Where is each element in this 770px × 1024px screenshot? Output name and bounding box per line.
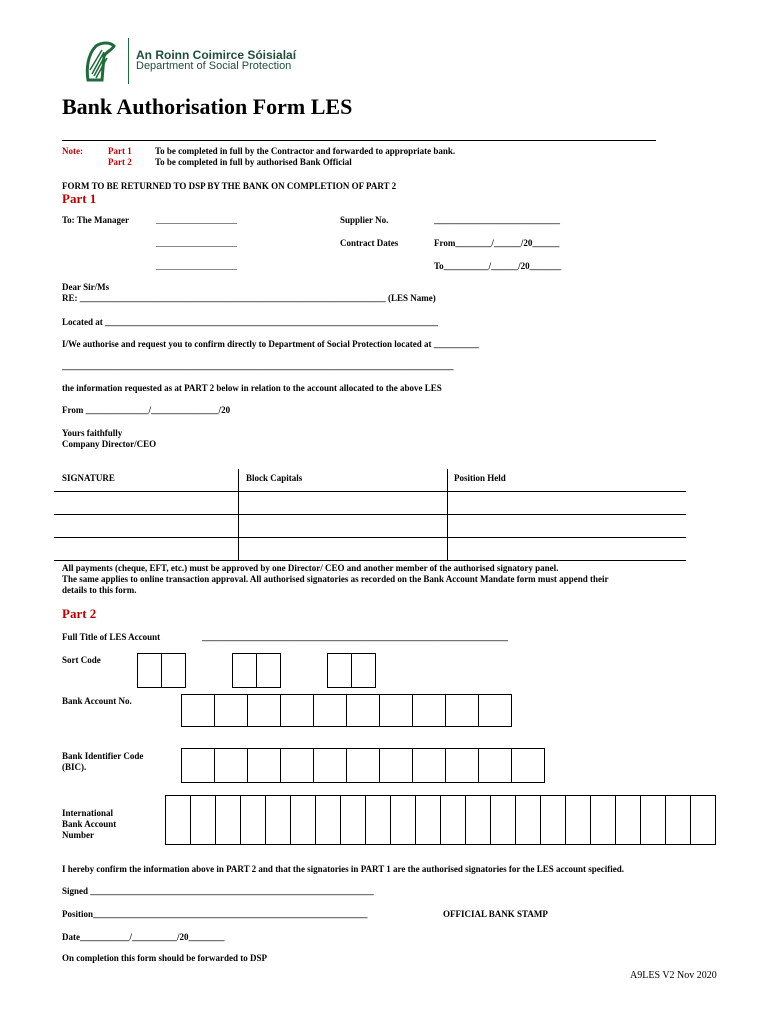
sort-code-digit-box[interactable] <box>232 653 257 688</box>
company-director-label: Company Director/CEO <box>62 439 157 449</box>
sort-code-digit-box[interactable] <box>256 653 281 688</box>
contract-from-field[interactable]: From________/______/20______ <box>434 238 560 248</box>
bic-char-box[interactable] <box>478 748 512 783</box>
bic-char-box[interactable] <box>511 748 545 783</box>
bic-char-box[interactable] <box>181 748 215 783</box>
iban-char-box[interactable] <box>215 795 241 845</box>
sort-code-digit-box[interactable] <box>161 653 186 688</box>
full-title-field[interactable]: ____________________________________________________________________ <box>202 632 508 642</box>
completion-text: On completion this form should be forwarded to DSP <box>62 953 268 963</box>
iban-char-box[interactable] <box>665 795 691 845</box>
sig-col-divider-2 <box>447 469 448 561</box>
account-digit-box[interactable] <box>346 694 380 727</box>
iban-char-box[interactable] <box>640 795 666 845</box>
sort-code-digit-box[interactable] <box>351 653 376 688</box>
bic-label-line1: Bank Identifier Code <box>62 751 144 761</box>
iban-label-line2: Bank Account <box>62 819 117 829</box>
iban-char-box[interactable] <box>265 795 291 845</box>
bic-char-box[interactable] <box>313 748 347 783</box>
supplier-no-label: Supplier No. <box>340 215 389 225</box>
sig-header-block-capitals: Block Capitals <box>246 473 303 483</box>
return-notice: FORM TO BE RETURNED TO DSP BY THE BANK ON COMPLETION OF PART 2 <box>62 181 397 191</box>
bic-char-box[interactable] <box>445 748 479 783</box>
position-field[interactable]: Position_____________________________________________________________ <box>62 909 368 919</box>
note-part1-label: Part 1 <box>108 146 132 156</box>
sig-row-line-1[interactable] <box>54 491 686 492</box>
bic-char-box[interactable] <box>412 748 446 783</box>
address-line-2[interactable]: __________________ <box>156 238 237 248</box>
sig-row-line-4[interactable] <box>54 560 686 561</box>
sig-col-divider-1 <box>238 469 239 561</box>
title-underline <box>62 140 656 141</box>
iban-char-box[interactable] <box>540 795 566 845</box>
page-title: Bank Authorisation Form LES <box>62 94 353 119</box>
yours-faithfully: Yours faithfully <box>62 428 123 438</box>
sig-row-line-2[interactable] <box>54 514 686 515</box>
bic-char-box[interactable] <box>280 748 314 783</box>
part1-heading: Part 1 <box>62 191 97 206</box>
info-requested-text: the information requested as at PART 2 below in relation to the account allocated to the above LES <box>62 383 442 393</box>
account-digit-box[interactable] <box>280 694 314 727</box>
dsp-logo <box>82 40 122 84</box>
iban-char-box[interactable] <box>165 795 191 845</box>
note-label: Note: <box>62 146 83 156</box>
iban-char-box[interactable] <box>615 795 641 845</box>
iban-char-box[interactable] <box>490 795 516 845</box>
bic-label-line2: (BIC). <box>62 762 87 772</box>
logo-divider <box>128 38 129 84</box>
sig-header-position: Position Held <box>454 473 506 483</box>
note-part2-label: Part 2 <box>108 157 132 167</box>
iban-char-box[interactable] <box>515 795 541 845</box>
form-reference: A9LES V2 Nov 2020 <box>630 970 717 981</box>
authorise-text[interactable]: I/We authorise and request you to confirm directly to Department of Social Protection located at __________ <box>62 339 479 349</box>
full-title-label: Full Title of LES Account <box>62 632 161 642</box>
account-digit-box[interactable] <box>313 694 347 727</box>
bic-char-box[interactable] <box>214 748 248 783</box>
iban-char-box[interactable] <box>315 795 341 845</box>
account-digit-box[interactable] <box>478 694 512 727</box>
account-digit-box[interactable] <box>445 694 479 727</box>
bic-char-box[interactable] <box>379 748 413 783</box>
account-digit-box[interactable] <box>247 694 281 727</box>
iban-char-box[interactable] <box>390 795 416 845</box>
contract-to-field[interactable]: To__________/______/20_______ <box>434 261 562 271</box>
dept-english-name: Department of Social Protection <box>136 60 292 72</box>
salutation: Dear Sir/Ms <box>62 282 110 292</box>
sig-row-line-3[interactable] <box>54 537 686 538</box>
iban-char-box[interactable] <box>565 795 591 845</box>
online-note-cont: details to this form. <box>62 585 137 595</box>
re-les-name-field[interactable]: RE: ____________________________________________________________________ (LES Name) <box>62 293 436 303</box>
confirm-text: I hereby confirm the information above in PART 2 and that the signatories in PART 1 are the authorised signatories for the LES account specified. <box>62 864 624 874</box>
bic-char-box[interactable] <box>346 748 380 783</box>
from-date-field[interactable]: From ______________/_______________/20 <box>62 405 231 415</box>
iban-char-box[interactable] <box>590 795 616 845</box>
address-continuation-field[interactable]: _______________________________________________________________________________________ <box>62 361 454 371</box>
payments-note: All payments (cheque, EFT, etc.) must be approved by one Director/ CEO and another member of the authorised signatory panel. <box>62 563 559 573</box>
sig-header-signature: SIGNATURE <box>62 473 115 483</box>
iban-char-box[interactable] <box>290 795 316 845</box>
supplier-no-field[interactable]: ____________________________ <box>434 215 560 225</box>
harp-emblem-icon <box>82 40 122 84</box>
iban-char-box[interactable] <box>690 795 716 845</box>
iban-char-box[interactable] <box>340 795 366 845</box>
sort-code-digit-box[interactable] <box>137 653 162 688</box>
iban-char-box[interactable] <box>190 795 216 845</box>
iban-char-box[interactable] <box>465 795 491 845</box>
signed-field[interactable]: Signed _______________________________________________________________ <box>62 886 374 896</box>
contract-dates-label: Contract Dates <box>340 238 399 248</box>
to-manager-label: To: The Manager <box>62 215 130 225</box>
bank-account-label: Bank Account No. <box>62 696 132 706</box>
iban-label-line3: Number <box>62 830 94 840</box>
sort-code-digit-box[interactable] <box>327 653 352 688</box>
official-bank-stamp-label: OFFICIAL BANK STAMP <box>443 909 548 919</box>
account-digit-box[interactable] <box>214 694 248 727</box>
dept-irish-name: An Roinn Coimirce Sóisialaí <box>136 48 297 62</box>
bic-char-box[interactable] <box>247 748 281 783</box>
iban-label-line1: International <box>62 808 114 818</box>
located-at-field[interactable]: Located at __________________________________________________________________________ <box>62 317 438 327</box>
address-line-1[interactable]: __________________ <box>156 215 237 225</box>
iban-char-box[interactable] <box>415 795 441 845</box>
part2-heading: Part 2 <box>62 606 97 621</box>
iban-char-box[interactable] <box>440 795 466 845</box>
account-digit-box[interactable] <box>412 694 446 727</box>
note-part2-text: To be completed in full by authorised Bank Official <box>155 157 352 167</box>
address-line-3[interactable]: __________________ <box>156 261 237 271</box>
account-digit-box[interactable] <box>379 694 413 727</box>
iban-char-box[interactable] <box>365 795 391 845</box>
online-note: The same applies to online transaction approval. All authorised signatories as recorded on the Bank Account Mandate form must append their <box>62 574 609 584</box>
sort-code-label: Sort Code <box>62 655 101 665</box>
note-part1-text: To be completed in full by the Contractor and forwarded to appropriate bank. <box>155 146 456 156</box>
date-field[interactable]: Date___________/__________/20________ <box>62 932 225 942</box>
iban-char-box[interactable] <box>240 795 266 845</box>
account-digit-box[interactable] <box>181 694 215 727</box>
